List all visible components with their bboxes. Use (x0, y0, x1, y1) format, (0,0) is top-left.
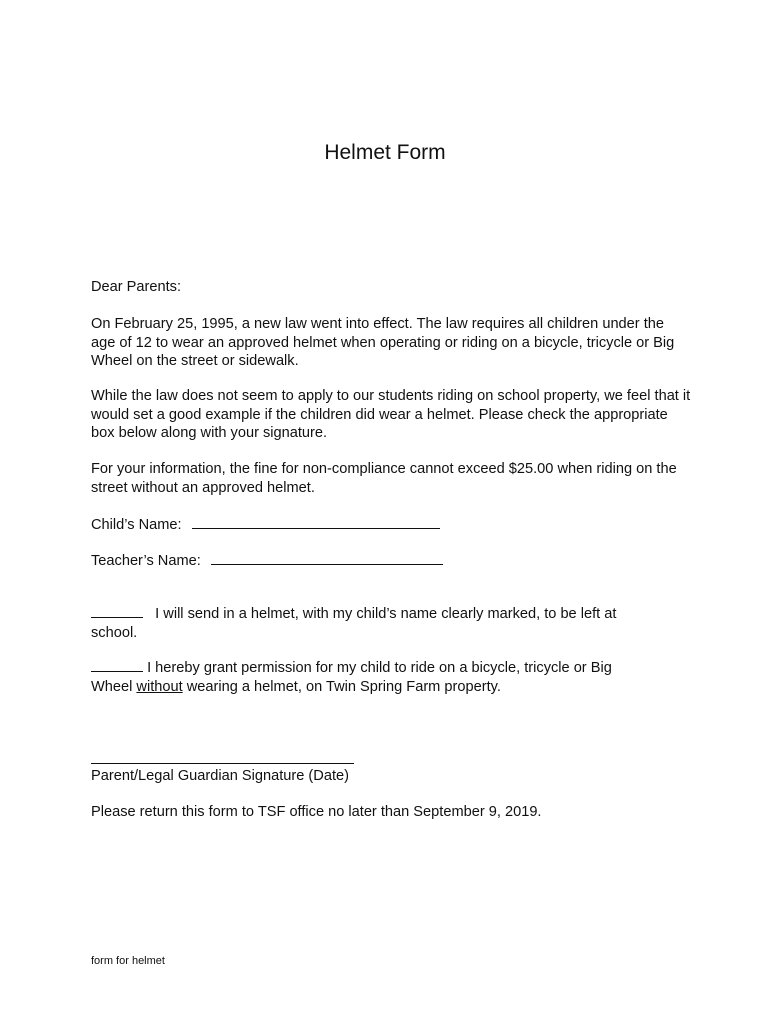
option-permission-underlined: without (136, 678, 183, 695)
child-name-field[interactable] (192, 514, 440, 529)
return-note: Please return this form to TSF office no later than September 9, 2019. (91, 804, 542, 820)
option-send-helmet-text: I will send in a helmet, with my child’s name clearly marked, to be left at school. (91, 606, 617, 641)
signature-label: Parent/Legal Guardian Signature (Date) (91, 768, 349, 784)
paragraph-fine: For your information, the fine for non-compliance cannot exceed $25.00 when riding on the street without an approved helmet. (91, 461, 677, 496)
option-permission-blank[interactable] (91, 658, 143, 672)
paragraph-school-property: While the law does not seem to apply to our students riding on school property, we feel that it would set a good example if the children did wear a helmet. Please check the appropriate box below along with your signature. (91, 388, 691, 441)
teacher-name-field[interactable] (211, 550, 443, 565)
option-send-helmet (91, 604, 651, 642)
child-name-row (91, 514, 440, 534)
teacher-name-row (91, 550, 443, 570)
child-name-label: Child’s Name: (91, 517, 182, 533)
option-send-helmet-blank[interactable] (91, 604, 143, 618)
option-permission-text-end: wearing a helmet, on Twin Spring Farm property. (182, 678, 501, 695)
option-permission-text: I hereby grant permission for my child to ride on a bicycle, tricycle or Big Wheel (91, 660, 612, 695)
teacher-name-label: Teacher’s Name: (91, 553, 201, 569)
page-title: Helmet Form (324, 141, 446, 164)
footer-label: form for helmet (91, 955, 165, 967)
option-permission (91, 658, 651, 696)
paragraph-law: On February 25, 1995, a new law went into effect. The law requires all children under the age of 12 to wear an approved helmet when operating or riding on a bicycle, tricycle or Big Wheel on the street or sidewalk. (91, 316, 675, 369)
greeting: Dear Parents: (91, 279, 182, 295)
signature-line[interactable] (91, 763, 354, 764)
